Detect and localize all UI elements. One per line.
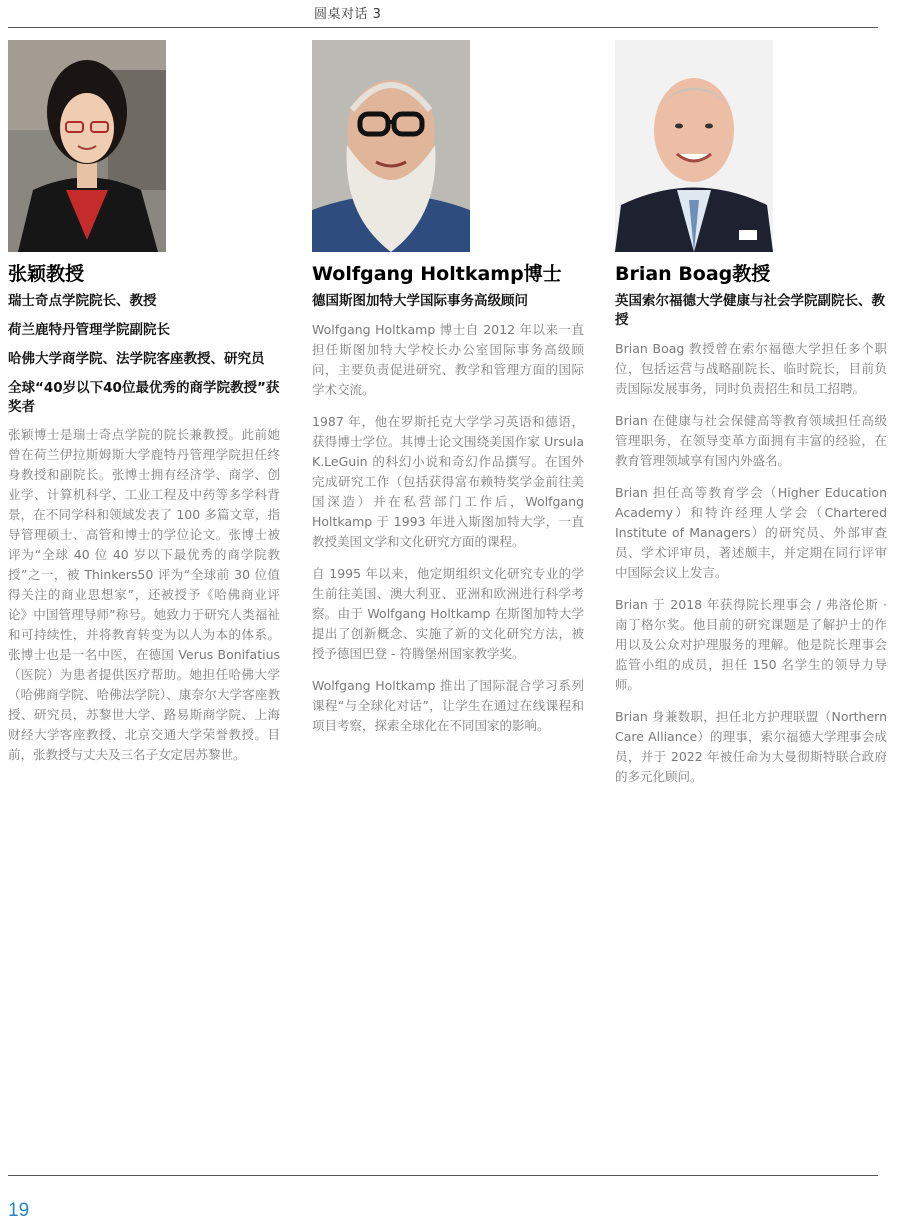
profile-column-3 — [615, 40, 887, 799]
bio-paragraph: Brian 担任高等教育学会（Higher Education Academy）和特许经理人学会（Chartered Institute of Managers）的研究员、外部审查员、学术评审员，著述颇丰，并定期在同行评审中国际会议上发言。 — [615, 485, 887, 580]
person-role: 荷兰鹿特丹管理学院副院长 — [8, 322, 170, 338]
bio-paragraph: Wolfgang Holtkamp 博士自 2012 年以来一直担任斯图加特大学校长办公室国际事务高级顾问，主要负责促进研究、教学和管理方面的国际学术交流。 — [312, 322, 584, 397]
person-role: 哈佛大学商学院、法学院客座教授、研究员 — [8, 351, 265, 367]
bio-paragraph: Brian 于 2018 年获得院长理事会 / 弗洛伦斯 · 南丁格尔奖。他目前的研究课题是了解护士的作用以及公众对护理服务的理解。他是院长理事会监管小组的成员，担任 150 名学生的领导力导师。 — [615, 597, 887, 692]
person-role: 英国索尔福德大学健康与社会学院副院长、教授 — [615, 293, 885, 328]
bio-paragraph: 1987 年，他在罗斯托克大学学习英语和德语，获得博士学位。其博士论文围绕美国作家 Ursula K.LeGuin 的科幻小说和奇幻作品撰写。在国外完成研究工作（包括获得富布赖特奖学金前往美国深造）并在私营部门工作后，Wolfgang Holtkamp 于 1993 年进入斯图加特大学，一直教授美国文学和文化研究方面的课程。 — [312, 414, 584, 549]
person-bio-1 — [8, 425, 280, 765]
page-number: 19 — [8, 1200, 30, 1221]
profile-column-1 — [8, 40, 280, 777]
bio-paragraph: Brian 在健康与社会保健高等教育领域担任高级管理职务，在领导变革方面拥有丰富的经验，在教育管理领域享有国内外盛名。 — [615, 413, 887, 468]
portrait-photo-1 — [8, 40, 166, 252]
bio-paragraph: Brian 身兼数职，担任北方护理联盟（Northern Care Alliance）的理事，索尔福德大学理事会成员，并于 2022 年被任命为大曼彻斯特联合政府的多元化顾问。 — [615, 709, 887, 784]
person-role: 全球“40岁以下40位最优秀的商学院教授”获奖者 — [8, 380, 280, 415]
person-role: 德国斯图加特大学国际事务高级顾问 — [312, 293, 528, 309]
profile-column-2 — [312, 40, 584, 748]
bottom-divider — [8, 1175, 878, 1176]
person-name-1: 张颖教授 — [8, 263, 85, 285]
bio-paragraph: Wolfgang Holtkamp 推出了国际混合学习系列课程“与全球化对话”，让学生在通过在线课程和项目考察，探索全球化在不同国家的影响。 — [312, 678, 584, 733]
person-name-3: Brian Boag教授 — [615, 263, 771, 285]
section-header: 圆桌对话 3 — [314, 7, 382, 22]
person-bio-2 — [312, 320, 584, 736]
bio-paragraph: 张颖博士是瑞士奇点学院的院长兼教授。此前她曾在荷兰伊拉斯姆斯大学鹿特丹管理学院担任终身教授和副院长。张博士拥有经济学、商学、创业学、计算机科学、工业工程及中药等多学科背景，在不同学科和领域发表了 100 多篇文章，指导管理硕士、高管和博士的学位论文。张博士被评为“全球 40 位 40 岁以下最优秀的商学院教授”之一，被 Thinkers50 评为“全球前 30 位值得关注的商业思想家”，还被授予《哈佛商业评论》中国管理导师”称号。她致力于研究人类福祉和可持续性，并将教育转变为以人为本的体系。张博士也是一名中医，在德国 Verus Bonifatius（医院）为患者提供医疗帮助。她担任哈佛大学（哈佛商学院、哈佛法学院）、康奈尔大学客座教授、研究员，苏黎世大学、路易斯商学院、上海财经大学客座教授、北京交通大学荣誉教授。目前，张教授与丈夫及三名子女定居苏黎世。 — [8, 427, 280, 762]
portrait-photo-3 — [615, 40, 773, 252]
bio-paragraph: 自 1995 年以来，他定期组织文化研究专业的学生前往美国、澳大利亚、亚洲和欧洲进行科学考察。由于 Wolfgang Holtkamp 在斯图加特大学提出了创新概念、实施了新的文化研究方法，被授予德国巴登 - 符腾堡州国家教学奖。 — [312, 566, 584, 661]
person-role: 瑞士奇点学院院长、教授 — [8, 293, 157, 309]
bio-paragraph: Brian Boag 教授曾在索尔福德大学担任多个职位，包括运营与战略副院长、临时院长，目前负责国际发展事务，同时负责招生和员工招聘。 — [615, 341, 887, 396]
top-divider — [8, 27, 878, 28]
person-bio-3 — [615, 339, 887, 787]
person-name-2: Wolfgang Holtkamp博士 — [312, 263, 562, 285]
portrait-photo-2 — [312, 40, 470, 252]
